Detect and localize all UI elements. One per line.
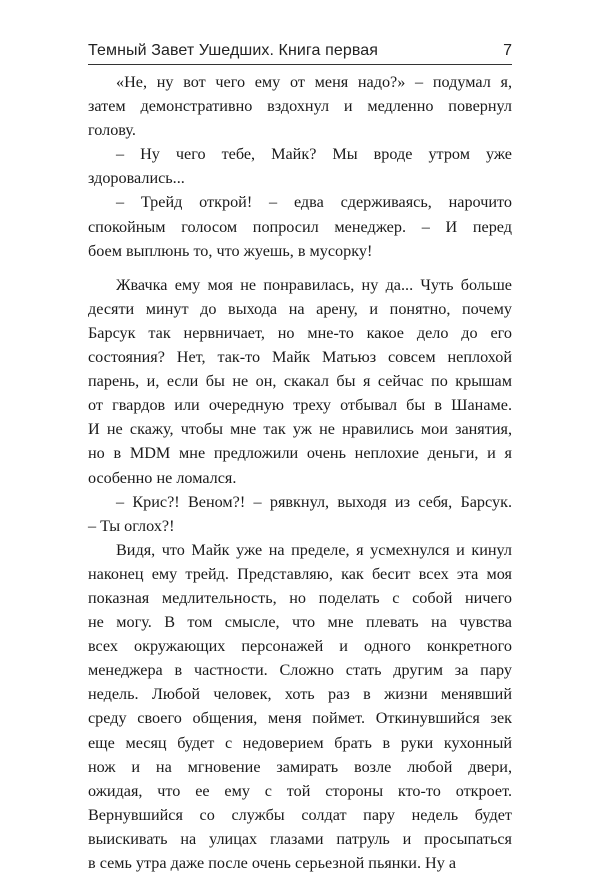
paragraph (88, 490, 512, 538)
text-line: парень, и, если бы не он, скакал бы я сейчас по крышам (88, 372, 512, 391)
text-line: в семь утра даже после очень серьезной пьянки. Ну а (88, 854, 457, 872)
text-line: затем демонстративно вздохнул и медленно повернул (88, 97, 512, 116)
text-line: «Не, ну вот чего ему от меня надо?» – подумал я, (116, 73, 512, 91)
book-title: Темный Завет Ушедших. Книга первая (88, 42, 379, 59)
text-line: но в MDM мне предложили очень неплохие деньги, и я (88, 444, 512, 463)
text-line: еще месяц будет с недоверием брать в руки кухонный (88, 733, 512, 752)
text-line: выискивать на улицах глазами патруль и просыпаться (88, 829, 512, 848)
text-line: недель. Любой человек, хоть раз в жизни менявший (88, 685, 512, 704)
paragraph-gap (88, 263, 512, 273)
text-line: состояния? Нет, так-то Майк Матьюз совсем неплохой (88, 348, 512, 367)
text-line: показная медлительность, но поделать с собой ничего (88, 588, 512, 607)
paragraph (88, 70, 512, 142)
running-header (88, 40, 512, 62)
text-line: всех окружающих персонажей и одного конкретного (88, 637, 512, 656)
body-text (88, 70, 512, 875)
text-line: среду своего общения, меня поймет. Откинувшийся зек (88, 709, 512, 728)
text-line: нож и на мгновение замирать возле любой двери, (88, 757, 512, 776)
text-line: Жвачка ему моя не понравилась, ну да... Чуть больше (116, 275, 512, 294)
text-line: не могу. В том смысле, что мне плевать на чувства (88, 613, 512, 632)
text-line: здоровались... (88, 169, 185, 188)
text-line: от гвардов или очередную треху отбывал бы в Шанаме. (88, 396, 512, 415)
text-line: Вернувшийся со службы солдат пару недель будет (88, 805, 512, 824)
text-line: – Трейд открой! – едва сдерживаясь, нарочито (116, 193, 512, 212)
text-line: – Ты оглох?! (88, 516, 175, 535)
header-rule (88, 64, 512, 65)
text-line: И не скажу, чтобы мне так уж не нравились мои занятия, (88, 420, 512, 439)
text-line: – Крис?! Веном?! – рявкнул, выходя из себя, Барсук. (116, 492, 512, 511)
paragraph (88, 273, 512, 490)
text-line: Барсук так нервничает, но мне-то какое дело до его (88, 323, 512, 342)
text-line: наконец ему трейд. Представляю, как бесит всех эта моя (88, 564, 512, 583)
text-line: Видя, что Майк уже на пределе, я усмехнулся и кинул (116, 540, 512, 559)
paragraph (88, 538, 512, 875)
text-line: боем выплюнь то, что жуешь, в мусорку! (88, 241, 373, 260)
text-line: – Ну чего тебе, Майк? Мы вроде утром уже (116, 145, 512, 164)
paragraph (88, 142, 512, 190)
text-line: десяти минут до выхода на арену, и понятно, почему (88, 299, 512, 318)
text-line: спокойным голосом попросил менеджер. – И перед (88, 217, 512, 236)
paragraph (88, 190, 512, 262)
page-number: 7 (503, 42, 512, 59)
text-line: особенно не ломался. (88, 468, 237, 487)
text-line: ожидая, что ее ему с той стороны кто-то откроет. (88, 781, 512, 800)
text-line: голову. (88, 121, 136, 140)
text-line: менеджера в частности. Сложно стать другим за пару (88, 661, 512, 680)
